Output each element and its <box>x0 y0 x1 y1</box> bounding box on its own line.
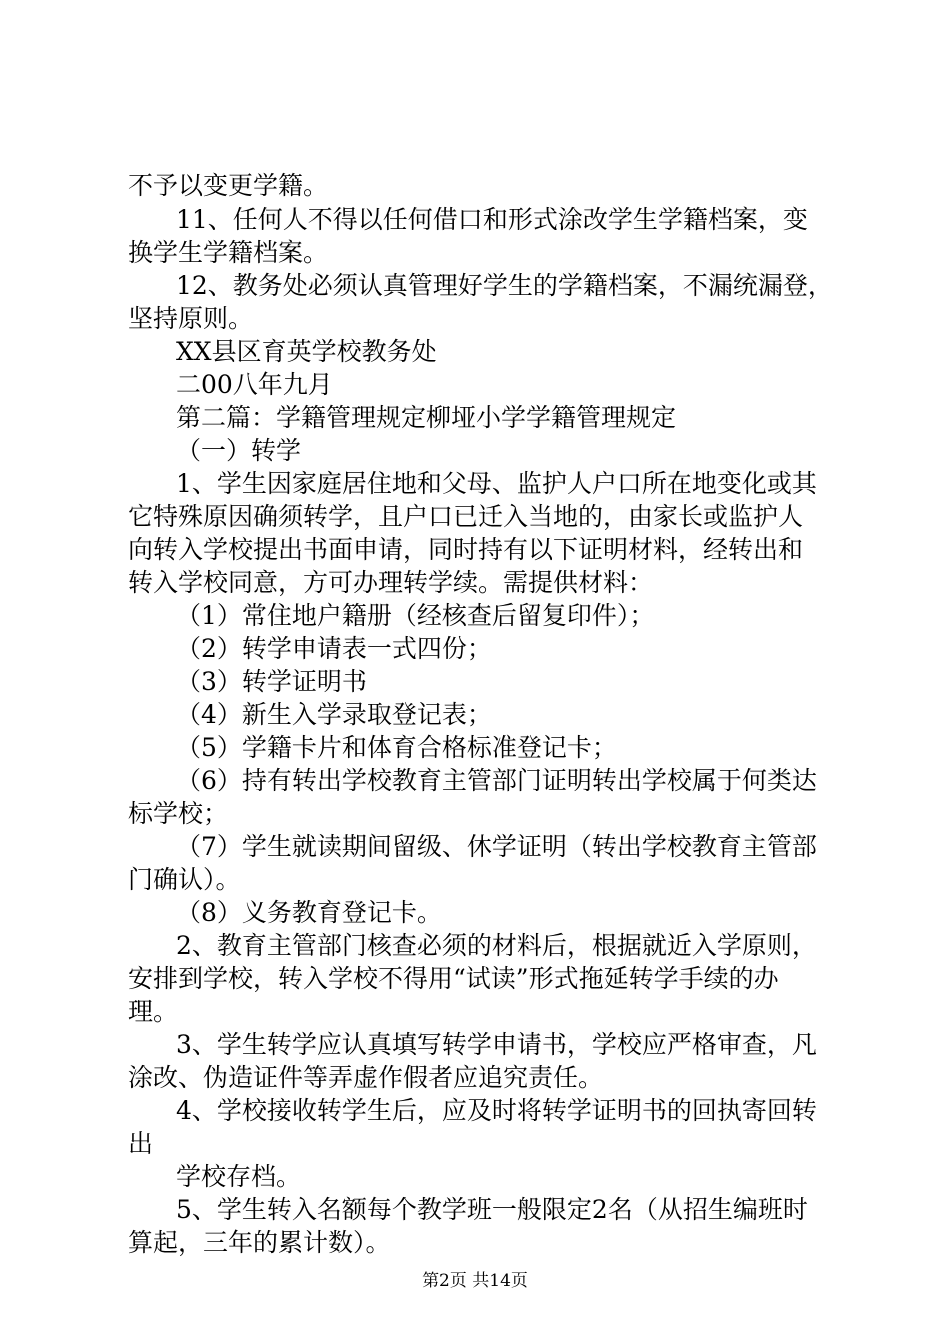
text-line: XX县区育英学校教务处 <box>176 337 437 366</box>
text-line: 坚持原则。 <box>128 304 254 333</box>
list-item-continued: 门确认）。 <box>128 865 241 894</box>
list-item: （6）持有转出学校教育主管部门证明转出学校属于何类达 <box>176 766 817 795</box>
text-line: 向转入学校提出书面申请，同时持有以下证明材料，经转出和 <box>128 535 804 564</box>
text-line: 2、教育主管部门核查必须的材料后，根据就近入学原则， <box>176 931 817 960</box>
text-line: 学校存档。 <box>176 1162 302 1191</box>
text-line: 涂改、伪造证件等弄虚作假者应追究责任。 <box>128 1063 604 1092</box>
list-item: （3）转学证明书 <box>176 667 367 696</box>
text-line: 它特殊原因确须转学，且户口已迁入当地的，由家长或监护人 <box>128 502 804 531</box>
list-item-continued: 标学校； <box>128 799 229 828</box>
list-item: （8）义务教育登记卡。 <box>176 898 442 927</box>
list-item: （1）常住地户籍册（经核查后留复印件）； <box>176 601 655 630</box>
text-line: 算起，三年的累计数）。 <box>128 1228 391 1257</box>
text-line: 二00八年九月 <box>176 370 333 399</box>
text-line: 5、学生转入名额每个教学班一般限定2名（从招生编班时 <box>176 1195 808 1224</box>
list-item: （2）转学申请表一式四份； <box>176 634 492 663</box>
text-line: 转入学校同意，方可办理转学续。需提供材料： <box>128 568 654 597</box>
section-subheading: （一）转学 <box>176 436 302 465</box>
text-line: 不予以变更学籍。 <box>128 171 329 200</box>
page-number-footer: 第2页 共14页 <box>422 1271 528 1291</box>
section-heading: 第二篇：学籍管理规定柳垭小学学籍管理规定 <box>176 403 677 432</box>
text-line: 12、教务处必须认真管理好学生的学籍档案，不漏统漏登， <box>176 271 833 300</box>
text-line: 4、学校接收转学生后，应及时将转学证明书的回执寄回转 <box>176 1096 817 1125</box>
text-line: 出 <box>128 1129 154 1158</box>
text-line: 3、学生转学应认真填写转学申请书，学校应严格审查，凡 <box>176 1030 817 1059</box>
list-item: （7）学生就读期间留级、休学证明（转出学校教育主管部 <box>176 832 817 861</box>
list-item: （4）新生入学录取登记表； <box>176 700 492 729</box>
text-line: 理。 <box>128 997 179 1026</box>
list-item: （5）学籍卡片和体育合格标准登记卡； <box>176 733 617 762</box>
text-line: 1、学生因家庭居住地和父母、监护人户口所在地变化或其 <box>176 469 817 498</box>
text-line: 11、任何人不得以任何借口和形式涂改学生学籍档案，变 <box>176 205 808 234</box>
text-line: 安排到学校，转入学校不得用“试读”形式拖延转学手续的办 <box>128 964 779 993</box>
text-line: 换学生学籍档案。 <box>128 238 329 267</box>
